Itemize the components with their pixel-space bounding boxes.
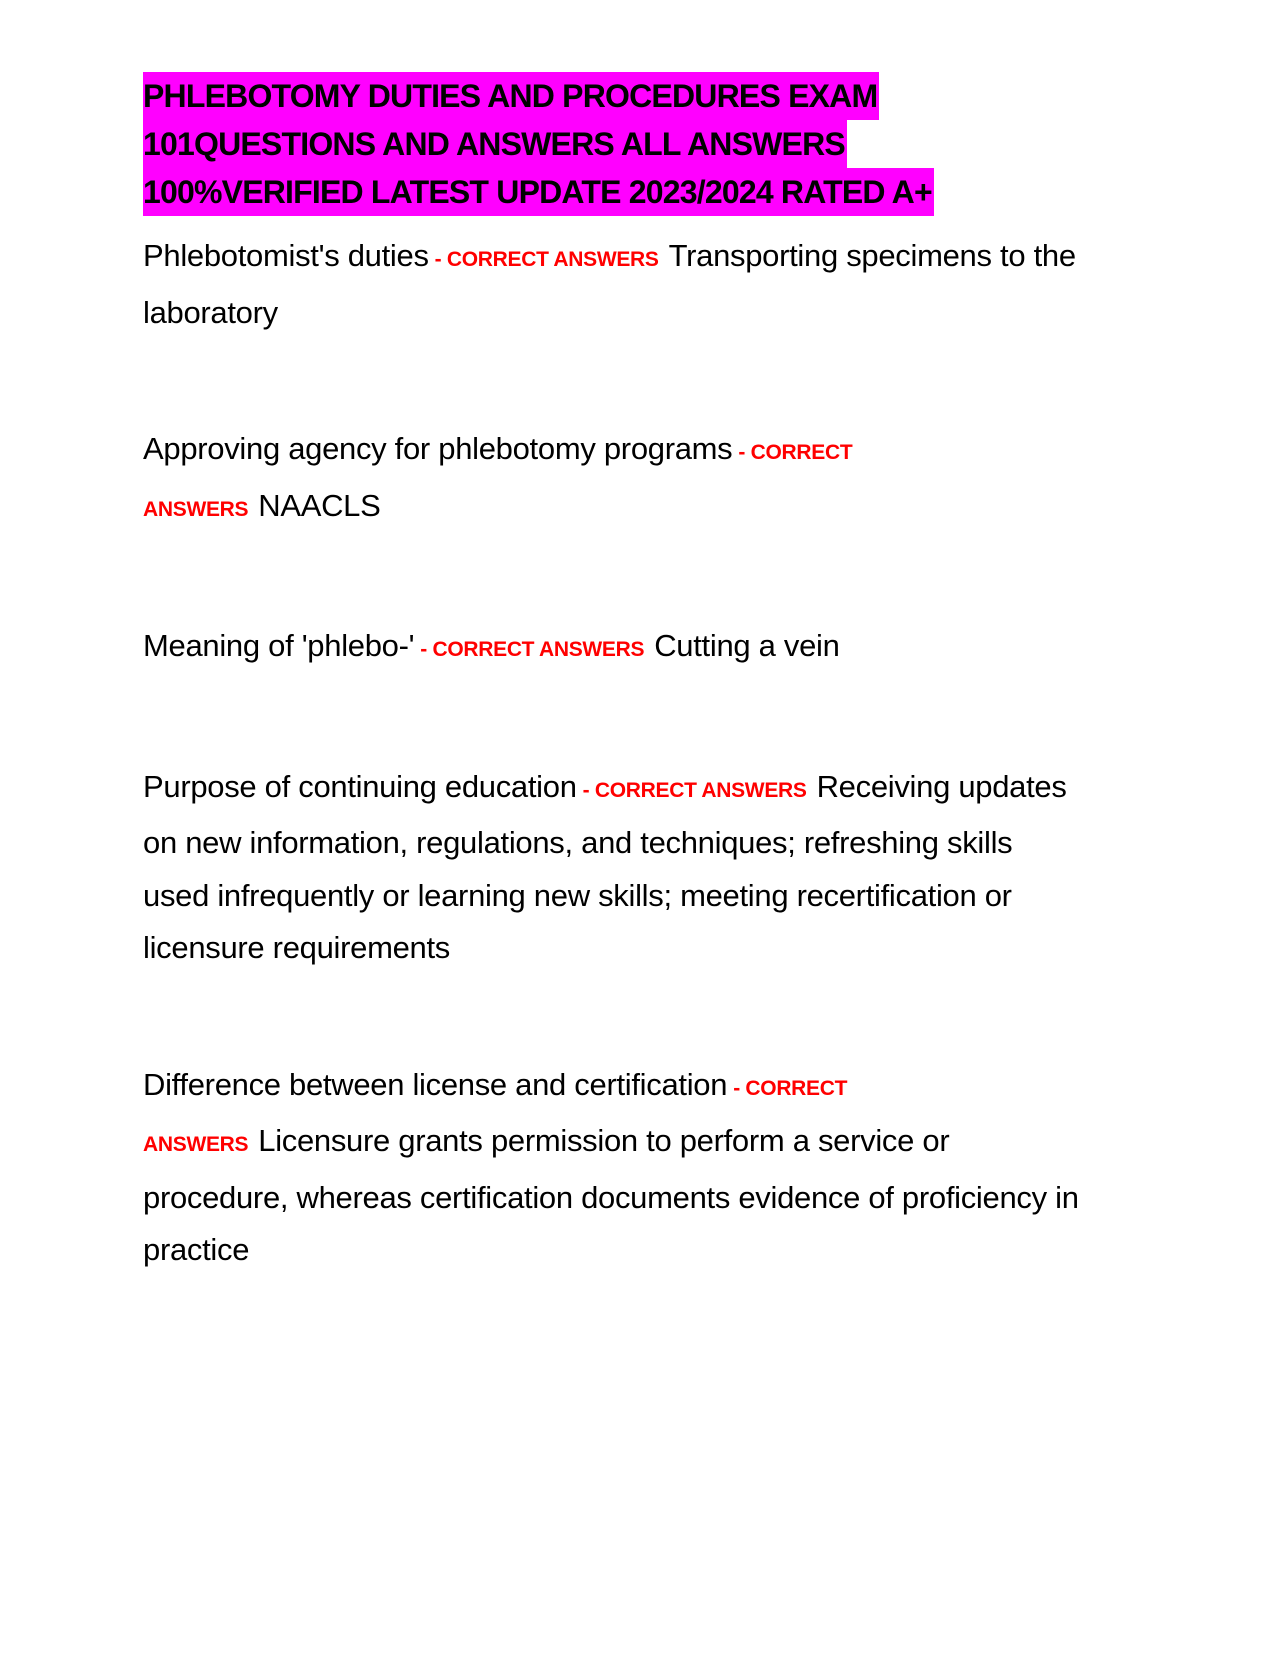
question: Difference between license and certification xyxy=(143,1066,728,1102)
qa-item xyxy=(143,1059,1083,1277)
qa-item xyxy=(143,423,1083,536)
qa-item xyxy=(143,761,1083,975)
answer-tag: - CORRECT ANSWERS xyxy=(143,441,853,521)
document-title xyxy=(143,72,1083,216)
answer: Receiving updates on new information, regulations, and techniques; refreshing skills used infrequently or learning new skills; meeting recertification or licensure requirements xyxy=(143,768,1067,965)
answer-tag: - CORRECT ANSWERS xyxy=(420,638,645,661)
question: Approving agency for phlebotomy programs xyxy=(143,431,733,466)
qa-item xyxy=(143,230,1083,339)
title-line: PHLEBOTOMY DUTIES AND PROCEDURES EXAM xyxy=(143,72,879,120)
question: Purpose of continuing education xyxy=(143,768,577,804)
question: Phlebotomist's duties xyxy=(143,238,429,273)
answer: NAACLS xyxy=(258,487,381,523)
answer-tag: - CORRECT ANSWERS xyxy=(143,1076,848,1156)
answer: Transporting specimens to the laboratory xyxy=(143,238,1076,330)
title-line: 100%VERIFIED LATEST UPDATE 2023/2024 RATED A+ xyxy=(143,168,934,216)
document-page xyxy=(143,72,1083,1308)
answer: Cutting a vein xyxy=(654,628,840,663)
title-line: 101QUESTIONS AND ANSWERS ALL ANSWERS xyxy=(143,120,847,168)
answer-tag: - CORRECT ANSWERS xyxy=(434,248,659,271)
qa-item xyxy=(143,620,1083,677)
question: Meaning of 'phlebo-' xyxy=(143,628,415,663)
answer-tag: - CORRECT ANSWERS xyxy=(582,778,807,802)
answer: Licensure grants permission to perform a service or procedure, whereas certification documents evidence of proficiency in practice xyxy=(143,1123,1079,1267)
